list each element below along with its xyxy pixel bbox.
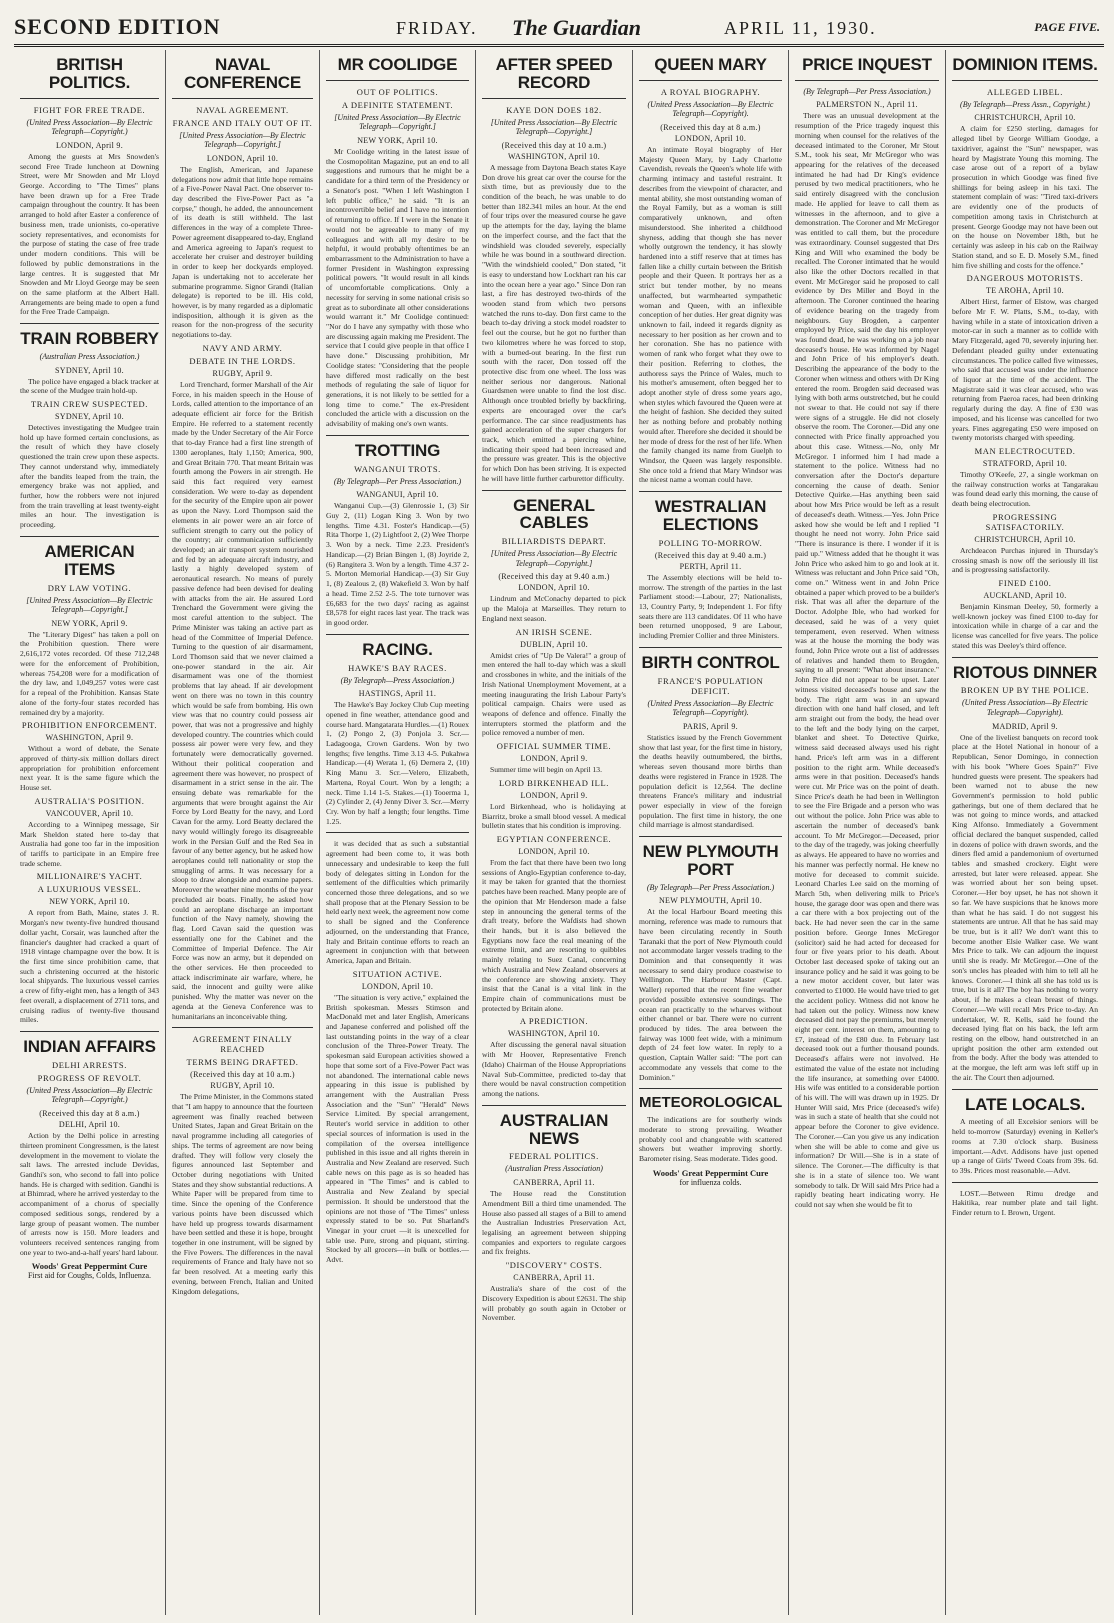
article-body: The House read the Constitution Amendment Bill a third time unamended. The House also passed all stages of a Bill to amend the Australian Industries Preservation Act, legalising an agreement between shipping companies and exporters to regulate cargoes and fix freights. <box>482 1189 626 1257</box>
subhead: LORD BIRKENHEAD ILL. <box>499 777 609 788</box>
article-body: There was an unusual development at the resumption of the Price tragedy inquest this morning when counsel for the relatives of the deceased intimated to the Coroner, Mr Stout S.M., took his seat, Mr McGregor who was appearing for the relatives of the deceased intimated he had had Dr King's evidence perused by two medical practitioners, who he said entirely disagreed with the conclusion made. He applied for leave to call them as witnesses in the afternoon, and to give a demonstration. The Coroner and Mr McGregor was entitled to call them, but the procedure was extraordinary. Counsel suggested that Drs King and Will who examined the body be recalled. The Coroner intimated that he would also like the other Doctors recalled in that event. Mr McGregor said he proposed to call evidence by Drs Miller and Boyd in the afternoon. The Coroner continued the hearing of evidence bearing on the tragedy from neighbours. Guy Brogden, a carpenter employed by Price, said the day his employer was found dead, he was working on a job near deceased's house. He was informed by Nagel and John Price of his employer's death. Describing the appearance of the body to the Coroner when witness and others with Dr King entered the room. Brogden said deceased was lying with both arms outstretched, but he could not swear to that. He could not say if there were signs of a struggle. He did not closely observe the room. The Coroner.—Did any one connected with Price finally approached you about this case. Witness.—No, only Mr McGregor. I informed him I had made a statement to the police. Witness had no conversation after the Doctor's departure concerning the cause of death. Senior Detective Quirke.—Has anything been said about how Mrs Price would be left as a result of deceased's death. Witness.—Yes. John Price asked how she would be left and I replied "I thought he need not worry. John Price said "There is insurance is there. I wonder if it is paid up." Witness added that he thought it was John Price who asked him to go and look at it. Witness was reluctant and John Price said "Oh, come on." Witness went in and John Price obtained a paper which proved to be a builder's risk. That was all after the departure of the Doctor. Adolphe Ible, who had worked for deceased, said he was of a very quiet temperament, even reserved. When witness was at the house the morning the body was found, John Price wrote out a list of addresses of relatives and handed them to Brogden, saying to all present: "What about insurance." John Price did not appear to be upset. Later witness visited deceased's house and saw the body. The right arm was in an upward direction with one hand half closed, and left arm straight out from the body, the head over to the left and the body lying on the carpet, blanket and sheet. To Detective Quirke, witness said deceased always used his right hand. Price's left arm was in a different position to the right arm. While deceased's arms were in that position. Deceased's hands were cut. Mr Price was on the point of death. Since Price's death he had been in Wellington to see the Fire Brigade and a person who was out without the police. John Price was able to ascertain the number of deceased's bank account. To Mr McGregor.—Deceased, prior to the day of the tragedy, was joking cheerfully as always. He appeared to have no worries and his manner was perfectly normal. He knew no motive for deceased to commit suicide. Leonard Charles Lee said on the morning of March 5th, when delivering milk to Price's house, the garage door was open and there was a car there with a box projecting out of the back. He had never seen the car in the same position before. George Innes McGregor (solicitor) said he had acted for deceased for four or five years prior to his death. About October last deceased spoke of taking out an insurance policy and he said it was going to be a new motor accident cover, but later was converted to £1000. He would have tried to get the accident policy. Witness did not know he had taken out the policy. Witness now knew deceased did not pay the premiums, but merely eight per cent. interest on them, amounting to £7, instead of the £80 due. In February last deceased took out a further thousand pounds. Deceased's affairs were not involved. He estimated the value of the estate not including the life insurance, at something over £4000. His wife was entitled to a considerable portion of his will. The will was drawn up in 1925. Dr Hunter Will said, Mrs Price (deceased's wife) was in such a state of health that she could not appear before the Coroner to give evidence. The Coroner.—Can you give us any indication when she will be able to come and give us information? Dr Will.—She is in a state of silence. The Coroner.—The difficulty is that she is in a state of silence too. We want somebody to talk. Dr Will said Mrs Price had a rapidly beating heart indicating worry. He could not say when she would be fit to <box>795 111 939 1209</box>
column-7 <box>946 50 1104 1615</box>
wire-credit: [United Press Association—By Electric Telegraph—Copyright.] <box>179 130 306 150</box>
dateline: PARIS, April 9. <box>683 721 738 731</box>
article-body: The Hawke's Bay Jockey Club Cup meeting opened in fine weather, attendance good and course hard. Mangatarata Hurdles.—(1) Rouex 1, (2) Pongo 2, (3) Ponjola 3. Scr.—Ladagooga, Crown Gardens. Won by two lengths; five lengths. Time 3.13 4-5. Pukahwa Handicap.—(4) Werata 1, (6) Dernera 2, (10) King Manu 3. Scr.—Velero, Elizabeth, Martena, Royal Court. Won by a length; a neck. Time 1.14 1-5. Stakes.—(1) Tooerma 1, (2) Cylinder 2, (4) Jenny Diver 3. Scr.—Merry Cry. Won by half a length; four lengths. Time 1.25. <box>326 700 469 826</box>
divider <box>952 80 1098 81</box>
article-body: Without a word of debate, the Senate approved of thirty-six million dollars direct appropriation for prohibition enforcement next year. It is the same figure which the House set. <box>20 744 159 793</box>
article-body: The Assembly elections will be held to-morrow. The strength of the parties in the last Parliament stood:—Labour, 27; Nationalists, 13, Country Party, 9; Independent 1. For fifty seats there are 113 candidates. Of 11 who have been returned unopposed, 9 are Labour, including Premier Collier and three Ministers. <box>639 572 782 641</box>
subhead: "DISCOVERY" COSTS. <box>505 1260 603 1271</box>
subhead: DRY LAW VOTING. <box>47 582 132 593</box>
subhead: ALLEGED LIBEL. <box>987 86 1063 97</box>
column-3 <box>320 50 476 1615</box>
article-body: Lord Trenchard, former Marshall of the Air Force, in his maiden speech in the House of Lords, called attention to the importance of an adequate efficient air force for the British Empire. He referred to a statement recently made by the Under Secretary of the Air Force that to-day France had a first line strength of 1300 aeroplanes, Italy 1,150; America, 900, and Great Britain 770. That meant Britain was fourth among the Powers in air strength. He said this fact required very earnest consideration. We were to-day as dependent for the security of the Empire upon air power as upon the Navy. Lord Thompson said the elements in air power were an air force of sufficient strength to carry out the policy of the country; air communication sufficiently developed; an air transport system nourished and fed by an adequate aircraft industry, and lastly a highly developed system of aeronautical research. No means of purely passive defence had been devised for dealing with attacks from the air. He assured Lord Trenchard the Government were giving the most careful attention to the subject. The Prime Minister was taking an active part as head of the Committee of Imperial Defence. Turning to the question of air disarmament, Lord Thomson said that we never claimed a one-power standard in the air. Air disarmament was one of the thorniest problems that lay ahead. If air development went on there was no town in this country which would be safe from bombing. His own view was that no country could possess air power, that was not a progressive and highly developed country. The countries which could possess air power were very few, and they fortunately were democratically governed. Without their political cooperation and agreement there was however, no prospect of disarmament in a strict sense in the air. The ensuing debate was remarkable for the arguments that were brought against the Air Force by Lord Beatty for the navy, and Lord Cavan for the army. Lord Beatty declared the navy would willingly forego its disagreeable work in the Persian Gulf and the Red Sea in favour of any better agency, but he asked how aeroplanes could tell nationality or stop the smuggling of arms. It was necessary for a sloop to draw alongside and examine papers. Moreover the weather nine months of the year precluded air boats. Finally, he asked how could an aeroplane discharge an important function of the Navy namely, showing the flag. Lord Cavan said the question was essentially one for the Cabinet and the Committee of Imperial Defence. The Air Force was now an army, but it depended on the other services. He then proceeded to attack indiscriminate air warfare, where, he said, the innocent and guilty were alike punished. Why the matter was never on the agenda at the Geneva Conference was to humanitarians an inconceivable thing. <box>172 379 313 1021</box>
dateline: LONDON, April 10. <box>674 134 747 144</box>
divider <box>326 80 469 81</box>
dateline: LONDON, April 10. <box>361 981 434 991</box>
wire-credit: (United Press Association—By Electric Telegraph—Copyright). <box>647 698 774 718</box>
dateline: WANGANUI, April 10. <box>356 490 439 500</box>
received-line: (Received this day at 10 a.m.) <box>501 140 607 150</box>
received-line: (Received this day at 8 a.m.) <box>660 123 761 133</box>
dateline: TE AROHA, April 10. <box>986 286 1064 296</box>
article-body: A message from Daytona Beach states Kaye Don drove his great car over the course for the sixth time, but as previously due to the condition of the beach, he was unable to do better than 182.341 miles an hour. At the end of four trips over the measured course he gave up the attempts for the day, laying the blame on the imperfect course, and the fact that the windshield was clouded severely, especially while he was bound in a southward direction. "With the windshield cooled," Don stated, "it is easy to understand how Lockhart ran his car into the ocean here a year ago." Since Don ran last, a fire has destroyed two-thirds of the wooden stand from which two persons watched the runs to-day. Don first came to the beach to-day driving a stock model roadster to feel out the course, but he got no further than two kilometres where he was forced to stop, with a burned-out bearing. In the first run south with the racer, Don tossed off the protective disc from one wheel. The loss was neither serious nor dangerous. National Guardsmen were unable to find the lost disc. Although once troubled briefly by backfiring, experts are encouraged over the car's performance. The car since readjustments has gained acceleration of the super chargers for track, which emitted a piercing whine, indicating their speed had been increased and the pressure was greater. This is the objective for which Don has been striving. It is expected he will have little further carburettor difficulty. <box>482 162 626 483</box>
dateline: WASHINGTON, April 9. <box>45 733 134 743</box>
dateline: PALMERSTON N., April 11. <box>816 100 918 110</box>
subhead: TERMS BEING DRAFTED. <box>186 1057 299 1068</box>
subhead: BILLIARDISTS DEPART. <box>501 536 607 547</box>
wire-credit: [United Press Association—By Electric Telegraph—Copyright.] <box>490 117 618 137</box>
headline-racing: RACING. <box>362 639 433 659</box>
wire-credit: (Australian Press Association) <box>505 1164 603 1174</box>
subhead: FIGHT FOR FREE TRADE. <box>33 104 146 115</box>
wire-credit: (By Telegraph—Press Association.) <box>340 675 455 685</box>
subhead: DEBATE IN THE LORDS. <box>189 355 296 366</box>
dateline: LONDON, April 10. <box>518 846 590 856</box>
wire-credit: (United Press Association—By Electric Telegraph—Copyright.) <box>26 117 153 137</box>
dateline: HASTINGS, April 11. <box>358 689 437 699</box>
article-body: Australia's share of the cost of the Discovery Expedition is about £2631. The ship will probably go south again in October or November. <box>482 1284 626 1323</box>
dateline: AUCKLAND, April 10. <box>983 591 1067 601</box>
subhead: FRANCE AND ITALY OUT OF IT. <box>172 117 313 128</box>
article-body: Detectives investigating the Mudgee train hold up have formed certain conclusions, as the result of which they have closely questioned the train crew upon these aspects. They cannot understand why, immediately after the bandits leaped from the train, the emergency brake was not applied, and further, how the robbers were not injured from the train travelling at least twenty-eight miles an hour. The investigation is proceeding. <box>20 422 159 530</box>
dateline: LONDON, April 9. <box>520 754 588 764</box>
subhead: SITUATION ACTIVE. <box>352 968 443 979</box>
wire-credit: [United Press Association—By Electric Telegraph—Copyright.] <box>26 595 153 615</box>
headline-meteorological: METEOROLOGICAL <box>639 1094 783 1112</box>
divider <box>20 1031 159 1032</box>
headline-new-plymouth-port: NEW PLYMOUTH PORT <box>642 842 779 879</box>
subhead: TRAIN CREW SUSPECTED. <box>30 398 149 409</box>
dateline: PERTH, April 11. <box>679 561 742 571</box>
headline-general-cables: GENERAL CABLES <box>513 495 595 533</box>
subhead: A ROYAL BIOGRAPHY. <box>660 86 761 97</box>
divider <box>795 80 939 81</box>
article-body: At the local Harbour Board meeting this morning, reference was made to rumours that have been circulating recently in South Taranaki that the port of New Plymouth could not accommodate larger vessels trading to the Dominion and that consequently it was necessary to send dairy produce coastwise to Wellington. The Harbour Master (Capt. Waller) reported that the recent fine weather provided possible extensive soundings. The ocean ran practically to the wharves without either channel or bar. There were no current produced by tides. The area between the fairway was 1000 feet wide, with a minimum depth of 24 feet low water. In reply to a question, Captain Waller said: "The port can accommodate any vessels that come to the Dominion." <box>639 907 782 1082</box>
subhead: PROGRESSING SATISFACTORILY. <box>985 511 1065 532</box>
article-body: The "Literary Digest" has taken a poll on the Prohibition question. There were 2,616,172 votes recorded. Of these 712,248 were for the enforcement of Prohibition, whereas 754,208 were for a modification of the dry law, and 1,049,257 votes were cast for a repeal of the Prohibition. Kansas State alone of the forty-four states recorded has remained dry by a majority. <box>20 629 159 717</box>
subhead: POLLING TO-MORROW. <box>658 537 763 548</box>
subhead: A LUXURIOUS VESSEL. <box>37 884 142 895</box>
subhead: FINED £100. <box>998 578 1052 589</box>
article-body: Benjamin Kinsman Deeley, 50, formerly a well-known jockey was fined £100 to-day for intoxication while in charge of a car and the license was cancelled for five years. The police stated this was Deeley's third offence. <box>952 602 1098 650</box>
dateline: RUGBY, April 10. <box>210 1081 275 1091</box>
dateline: NEW YORK, April 10. <box>49 897 130 907</box>
dateline: CHRISTCHURCH, April 10. <box>974 534 1076 544</box>
divider <box>952 1089 1098 1090</box>
column-1 <box>14 50 166 1615</box>
wire-credit: (United Press Association—By Electric Telegraph—Copyright). <box>647 99 774 119</box>
article-body: After discussing the general naval situation with Mr Hoover, Representative French (Idaho) Chairman of the House Appropriations Naval Sub-Committee, predicted to-day that there would be naval construction competition among the nations. <box>482 1040 626 1099</box>
column-5 <box>633 50 789 1615</box>
advertisement: Woods' Great Peppermint Cure <box>652 1167 769 1178</box>
wire-credit: (United Press Association—By Electric Telegraph—Copyright.) <box>26 1085 153 1105</box>
article-body: Archdeacon Purchas injured in Thursday's crossing smash is now off the seriously ill list and is progressing satisfactorily. <box>952 545 1098 575</box>
dateline: CANBERRA, April 11. <box>513 1178 595 1188</box>
subhead: OUT OF POLITICS. <box>356 86 439 97</box>
article-body: "The situation is very active," explained the British spokesman. Messrs Stimson and MacDonald met and later English, Americans and Japanese conferred and polished off the last outstanding points in the way of a clear conclusion of the Three-Power Treaty. The spokesman said European activities showed a hope that some sort of a Five-Power Pact was not abandoned. The international cable news appearing in this issue is published by arrangement with the Australian Press Association and the "Sun" "Herald" News Service Limited. By special arrangement, Reuter's world service in addition to other special sources of information is used in the compilation of the oversea intelligence published in this issue and all rights therein in Australia and New Zealand are reserved. Such cable news on this page as is so headed has appeared in "The Times" and is cabled to Australia and New Zealand by special permission. It should be understood that the opinions are not those of "The Times" unless expressly stated to be so. Put Sharland's Vinegar in your cruet —it is unexcelled for table use. Pure, strong and piquant, stirring. Stocked by all grocers—in bulk or bottles.—Advt. <box>326 992 469 1265</box>
subhead: DELHI ARRESTS. <box>52 1059 127 1070</box>
subhead: DANGEROUS MOTORISTS. <box>966 273 1084 284</box>
headline-riotous-dinner: RIOTOUS DINNER <box>952 662 1098 682</box>
article-body: An intimate Royal biography of Her Majesty Queen Mary, by Lady Charlotte Cavendish, reveals the Queen's whole life with charming intimacy and tasteful restraint. It describes from the viewpoint of character, and mental ability, she most outstanding woman of the Royal Family, but as a woman is still comparatively unknown, and often misunderstood. She inherited a childhood shyness, adding that though she has never wholly outgrown the tendency, it has slowly hardened into a stiff reserve that at times has fallen like a chilly curtain between the British people and their Queen. It portrays her as a strict but tender mother, by no means unaffected, but warmhearted sympathetic woman and Queen, with an inflexible conception of her duties. Her great dignity was unknown to fail, indeed it regards dignity as necessary to her position as her crown and to her coronation. She has no patience with women of rank who forget what they owe to their position. Referring to clothes, the authoress says the Prince of Wales, much to his mother's amusement, often begged her to adopt another style of dress some years ago, when styles which favoured the Queen were at the height of fashion. She decided they suited her as nothing before and probably nothing would after. Therefore she decided it should be her mode of dress for the rest of her life. When the family changed its name from Guelph to Windsor, the Queen was largely responsible. She once told a friend that Mary Windsor was the nicest name a woman could have. <box>639 145 782 485</box>
article-body: Mr Coolidge writing in the latest issue of the Cosmopolitan Magazine, put an end to all suggestions and rumours that he might be a candidate for a third term of the Presidency or a Senator's post. "When I left Washington I left public office," he said. "It is an incontrovertible belief and I have no intention of returning to office. If I were in the Senate it would not be agreeable to many of my colleagues and with all my desire to be helpful, it would probably oftentimes be an embarrassment to the Administration to have a former President in Washington expressing political powers. "It would result in all kinds of uncomfortable complications. Only a necessity for serving in some national crisis so great as to subordinate all other considerations would warrant it." Mr Coolidge continued: "Nor do I have any sympathy with those who are discussing again making me President. The service that I could give people in that office I have done." Discussing prohibition, Mr Coolidge states: "Considering that the people have differed most radically on the best methods of regulating the sale of liquor for generations, it is not likely to be settled for a long time to come." The ex-President concluded the article with a discussion on the advisability of making one's own wants. <box>326 147 469 429</box>
divider <box>952 657 1098 658</box>
wire-credit: (United Press Association—By Electric Telegraph—Copyright). <box>962 698 1088 718</box>
column-4 <box>476 50 633 1615</box>
article-body: Action by the Delhi police in arresting thirteen prominent Congressmen, is the latest development in the movement to violate the salt laws. The arrested include Devidas, Gandhi's son, who second to fall into police hands. He is charged with sedition. Gandhi is at Bhimrad, where he arrived yesterday to the accompaniment of a chorus of specially composed seditious songs, rendered by a large group of peasant women. The number of arrests now is 150. More leaders and volunteers received sentences ranging from one year to two-and-a-half years' hard labour. <box>20 1131 159 1257</box>
wire-credit: (Australian Press Association.) <box>39 351 140 361</box>
wire-credit: (By Telegraph—Per Press Association.) <box>333 476 462 486</box>
dateline: WASHINGTON, April 10. <box>508 1029 600 1039</box>
subhead: KAYE DON DOES 182. <box>506 104 602 115</box>
dateline: SYDNEY, April 10. <box>55 365 124 375</box>
received-line: (Received this day at 10 a.m.) <box>190 1070 295 1080</box>
dateline: SYDNEY, April 10. <box>55 411 124 421</box>
divider <box>482 1105 626 1106</box>
masthead <box>14 10 1104 47</box>
article-body: Timothy O'Keefe, 27, a single workman on the railway construction works at Tangarakau was found dead early this morning, the cause of death being electrocution. <box>952 470 1098 509</box>
advertisement-tagline: First aid for Coughs, Colds, Influenza. <box>27 1271 152 1281</box>
column-grid <box>14 50 1104 1615</box>
dateline: NEW YORK, April 9. <box>51 618 128 628</box>
dateline: NEW PLYMOUTH, April 10. <box>658 896 763 906</box>
subhead: WANGANUI TROTS. <box>354 463 441 474</box>
subhead: NAVAL AGREEMENT. <box>196 104 289 115</box>
headline-westralian-elections: WESTRALIAN ELECTIONS <box>654 497 767 535</box>
dateline: NEW YORK, April 10. <box>357 136 438 146</box>
wire-credit: (By Telegraph—Press Assn., Copyright.) <box>960 99 1090 109</box>
subhead: MAN ELECTROCUTED. <box>974 446 1076 456</box>
headline-birth-control: BIRTH CONTROL <box>641 652 780 672</box>
article-body: Amidst cries of "Up De Valera!" a group of men entered the hall to-day which was a skull and crossbones in white, and the initials of the Irish National Unemployment Movement, at a meeting inaugurating the Irish Labour Party's political campaign. Chairs were used as weapons of defence and offence. Finally the interrupters stormed the platform and the police removed a number of men. <box>482 650 626 738</box>
subhead: AGREEMENT FINALLY REACHED <box>192 1034 293 1055</box>
article-body: it was decided that as such a substantial agreement had been come to, it was both unnecessary and undesirable to keep the full body of delegates sitting in London for the settlement of the difficulties which primarily concerned those three delegations, and so we shall propose that at the Plenary Session to be held early next week, the agreement now come to shall be signed and the Conference adjourned, on the understanding that France, Italy and Britain continue efforts to reach an agreement in conjunction with that between America, Japan and Britain. <box>326 839 469 966</box>
wire-credit: [United Press Association—By Electric Telegraph—Copyright.] <box>490 549 618 568</box>
subhead: NAVY AND ARMY. <box>202 342 283 353</box>
dateline: RUGBY, April 9. <box>212 368 273 378</box>
wire-credit: (By Telegraph—Per Press Association.) <box>803 86 931 96</box>
headline-train-robbery: TRAIN ROBBERY <box>20 329 159 349</box>
dateline: STRATFORD, April 10. <box>982 459 1068 468</box>
article-body: Summer time will begin on April 13. <box>490 765 603 775</box>
wire-credit: [United Press Association—By Electric Telegraph—Copyright.] <box>334 112 461 132</box>
divider <box>482 98 626 99</box>
divider <box>172 98 313 99</box>
divider <box>20 98 159 99</box>
article-body: Lindrum and McConachy departed to pick up the Maloja at Marseilles. They return to England next season. <box>482 594 626 623</box>
article-body: From the fact that there have been two long sessions of Anglo-Egyptian conference to-day, it may be taken for granted that the thorniest patches have been reached. Many people are of the opinion that Mr Henderson made a false step in announcing the general terms of the draft treaty, before the Wafdists had shown their hands, but it is also believed the Egyptians now face the real meaning of the extreme limit, and are resorting to quibbles mainly relating to Suez Canal, concerning which Australia and New Zealand observers at the conference are showing anxiety. They insist that the Canal is a vital link in the Empire chain of communications must be protected by Britain alone. <box>482 857 626 1013</box>
dateline: WASHINGTON, April 10. <box>508 151 600 161</box>
dateline: LONDON, April 9. <box>520 790 588 800</box>
headline-american-items: AMERICAN ITEMS <box>44 541 135 579</box>
headline-indian-affairs: INDIAN AFFAIRS <box>23 1037 156 1057</box>
article-body: Lord Birkenhead, who is holidaying at Biarritz, broke a small blood vessel. A medical bulletin states that his condition is improving. <box>482 801 626 831</box>
headline-trotting: TROTTING <box>354 440 441 460</box>
subhead: BROKEN UP BY THE POLICE. <box>960 685 1090 696</box>
divider <box>639 491 782 492</box>
dateline: DUBLIN, April 10. <box>520 639 588 649</box>
subhead: EGYPTIAN CONFERENCE. <box>496 833 612 844</box>
dateline: LONDON, April 10. <box>206 153 279 163</box>
subhead: A DEFINITE STATEMENT. <box>341 99 454 110</box>
article-body: The Prime Minister, in the Commons stated that "I am happy to announce that the fourteen agreement was finally reached between United States, Japan and Great Britain on the naval programme including all categories of ships. The terms of agreement are now being drafted. They will follow very closely the figures announced last September and October during negotiations with United States and they show substantial reductions. A White Paper will be prepared from time to time. Since the opening of the Conference various points have been discussed which have held up progress towards disarmament have been settled and these it is hope, brought together in one instrument, will be signed by the Five Powers. The differences in the naval requirements of France and Italy have not so far been resolved. At a meeting early this evening, between French, Italian and United Kingdom delegations, <box>172 1092 314 1296</box>
newspaper-logo: The Guardian <box>512 15 641 40</box>
subhead: PROGRESS OF REVOLT. <box>37 1072 142 1083</box>
article-body: One of the liveliest banquets on record took place at the Hotel National in honour of a Republican, Senor Domingo, in connection with his book "Where Goes Spain?" Five hundred guests were present. The speakers had been warned not to abuse the new Government's permission to hold public gatherings, but one of them declared that he was not going to mince words, and attacked King Alfonso. Immediately a Government official declared the banquet suspended, called in dozens of police with drawn swords, and the diners fled amid a pandemonium of overturned tables and smashed crockery. Eight were arrested, but later were released. appear. She was worried about her son being upset. Coroner.—Her boy upset, he has not shown it so far. We have suspicions that he knows more than what he has said. I do not suggest his statements are untrue. All that he has said may be true, but is it all? We don't want this to become another Elsie Walker case. We want Mrs Price to talk. We can adjourn the inquest until she is ready. Mr McGregor.—One of the son's uncles has pleaded with him to tell all he knows. Coroner.—I think all she has told us is true, but is it all? The boy has nothing to worry about, if he makes a clean breast of things. Coroner.—We will recall Mrs Price to-day. An undertaker, W. R. Kells, said he found the deceased lying flat on his back, the left arm resting on the elbow, hand outstretched in an upright position the other arm extended out from the body. After the body was attended to at the morgue, the left arm was left stiff up in the air. The Court then adjourned. <box>952 732 1098 1082</box>
headline-queen-mary: QUEEN MARY <box>654 55 767 74</box>
divider <box>20 536 159 537</box>
dateline: VANCOUVER, April 10. <box>45 808 134 818</box>
day-label: FRIDAY. <box>396 18 478 38</box>
subhead: MILLIONAIRE'S YACHT. <box>36 871 143 882</box>
subhead: AUSTRALIA'S POSITION. <box>34 795 145 806</box>
classified-notice: LOST.—Between Rimu dredge and Hakitika, rear number plate and tail light. Finder return to I. Brown, Urgent. <box>952 1188 1098 1218</box>
divider <box>639 1088 782 1089</box>
wire-credit: (By Telegraph—Per Press Association.) <box>646 882 775 892</box>
article-body: The indications are for southerly winds moderate to strong prevailing. Weather probably cool and changeable with scattered showers but weather improving shortly. Barometer rising. Seas moderate. Tides good. <box>639 1115 782 1163</box>
divider <box>639 836 782 837</box>
dateline: LONDON, April 9. <box>55 140 124 150</box>
article-body: The English, American, and Japanese delegations now admit that little hope remains of a Five-Power Naval Pact. One observer to-day described the Five-Power Pact as "a corpse," though, he added, the announcement of its death is still withheld. The last differences in the way of a complete Three-Power agreement disappeared to-day, England and America agreeing to Japan's request to accelerate her cruiser and destroyer building in order to keep her dockyards employed. Japan is undertaking not to accelerate her submarine programme. Signor Grandi (Italian delegate) is reported to be ill. His cold, however, is by many regarded as a diplomatic indisposition, although it is given as the reason for the non-progress of the security negotiations to-day. <box>172 164 313 340</box>
dateline: DELHI, April 10. <box>58 1120 121 1130</box>
subhead: A PREDICTION. <box>519 1016 589 1027</box>
article-body: Wanganui Cup.—(3) Glenrossie 1, (3) Sir Guy 2, (11) Logan King 3. Won by two lengths. Time 4.31. Foster's Handicap.—(5) Rita Thorpe 1, (2) Lightfoot 2, (2) Wee Thorpe 3. Won by a neck. Time 2.23. President's Handicap.—(2) Brian Bingen 1, (8) Joyride 2, (6) Rangitera 3. Won by a length. Time 4.37 2-5. Morton Memorial Handicap.—(3) Sir Guy 1, (8) Zealous 2, (8) Wakefield 3. Won by half a head. Time 2.52 2-5. The tote turnover was £6,683 for the two days' racing as against £8,578 for eight races last year. The track was in good order. <box>326 501 469 627</box>
headline-late-locals: LATE LOCALS. <box>964 1094 1086 1114</box>
received-line: (Received this day at 8 a.m.) <box>39 1109 140 1119</box>
subhead: AN IRISH SCENE. <box>515 626 593 637</box>
column-2 <box>166 50 320 1615</box>
column-6 <box>789 50 946 1615</box>
received-line: (Received this day at 9.40 a.m.) <box>498 572 610 582</box>
divider <box>20 323 159 324</box>
subhead: HAWKE'S BAY RACES. <box>348 662 447 673</box>
headline-dominion-items: DOMINION ITEMS. <box>952 55 1098 74</box>
dateline: CHRISTCHURCH, April 10. <box>974 113 1076 123</box>
article-body: A meeting of all Excelsior seniors will be held to-morrow (Saturday) evening in Keller's rooms at 7.30 o'clock sharp. Business important.—Advt. Addisons have just opened up a range of Girls' Tweed Coats from 39s. 6d. to 39s. Prices most reasonable.—Advt. <box>952 1117 1098 1175</box>
divider <box>952 1182 1098 1183</box>
headline-price-inquest: PRICE INQUEST <box>802 55 932 74</box>
divider <box>326 832 469 833</box>
article-body: Albert Hirst, farmer of Elstow, was charged before Mr F. W. Platts, S.M., to-day, with having while in a state of intoxication driven a motor-car in such a manner as to collide with Mary Fitzgerald, aged 70, severely injuring her. Defendant pleaded guilty under extenuating circumstances. The police called five witnesses, who said that accused was under the influence of liquor at the time of the accident. The Magistrate said it was clear accused, who was returning from Paeroa races, had been drinking regularly during the day. A fine of £30 was imposed, and his license was cancelled for two years. Fines aggregating £50 were imposed on twenty motorists charged with speeding. <box>952 297 1098 443</box>
issue-date: APRIL 11, 1930. <box>724 18 877 38</box>
divider <box>639 80 782 81</box>
subhead: FRANCE'S POPULATION DEFICIT. <box>657 675 764 696</box>
page-number: PAGE FIVE. <box>1034 20 1100 34</box>
article-body: Statistics issued by the French Government show that last year, for the first time in history, the deaths heavily outnumbered, the births, whereas seven thousand more births than deaths were registered in France in 1928. The population deficit is 12,564. The decline threatens France's military and industrial power especially in view of the foreign population. The first time in history, the one child marriage is almost standardised. <box>639 732 782 830</box>
divider <box>172 1027 313 1028</box>
headline-british-politics: BRITISH POLITICS. <box>48 55 131 92</box>
article-body: A report from Bath, Maine, states J. R. Morgan's new twenty-five hundred thousand dollar yacht, Corsair, was launched after the financier's daughter had cracked a quart of 1918 vintage champagne over the bow. It is the first time since prohibition came, that such a christening occurred at the historic local shipyards. The luxurious vessel carries a crew of fifty-eight men, has a length of 343 feet overall, a displacement of 2711 tons, and cruising radius of twenty-five thousand miles. <box>20 908 159 1025</box>
headline-australian-news: AUSTRALIAN NEWS <box>499 1110 609 1148</box>
article-body: Among the guests at Mrs Snowden's second Free Trade luncheon at Downing Street, were Mr Snowden and Mr Lloyd George. According to "The Times" plans have been drawn up for a Free Trade campaign throughout the country. It has been arranged to hold after Easter a conference of business men, trade unionists, co-operative society representatives, and economists for the purpose of stating the case of free trade under modern conditions. This will be followed by public demonstrations in the large centres. It is suggested that Mr Snowden and Mr Lloyd George may be seen on the same platform at the Albert Hall. Arrangements are being made to open a fund for the Free Trade Campaign. <box>20 151 159 317</box>
divider <box>639 647 782 648</box>
dateline: CANBERRA, April 11. <box>513 1273 595 1283</box>
divider <box>482 490 626 491</box>
article-body: According to a Winnipeg message, Sir Mark Sheldon stated here to-day that Australia had gone too far in the imposition of tariffs to participate in an Empire free trade scheme. <box>20 819 159 868</box>
headline-naval-conference: NAVAL CONFERENCE <box>183 55 301 92</box>
edition-label: SECOND EDITION <box>14 14 221 39</box>
advertisement: Woods' Great Peppermint Cure <box>31 1261 148 1272</box>
dateline: LONDON, April 10. <box>518 583 590 593</box>
subhead: PROHIBITION ENFORCEMENT. <box>21 720 158 731</box>
subhead: OFFICIAL SUMMER TIME. <box>496 741 612 752</box>
dateline: MADRID, April 9. <box>992 721 1058 731</box>
headline-after-speed-record: AFTER SPEED RECORD <box>495 55 613 92</box>
divider <box>326 435 469 436</box>
article-body: A claim for £250 sterling, damages for alleged libel by George William Goodge, a taxidriver, against the "Sun" newspaper, was heard by Magistrate Young this morning. The case arose out of a report of a bylaw prosecution in which Goodge was fined five shillings for being asleep in his taxi. The statement complain of was: "Tired taxi-drivers are evidently one of the products of competition among taxis in Christchurch at present. George Goodge may not have been out on the house on November 18th, but he certainly was asleep in his cab on the Railway Station stand, and so E. D. Mosely S.M., fined him five shilling and costs for the offence." <box>952 124 1098 270</box>
article-body: The police have engaged a black tracker at the scene of the Mudgee train hold-up. <box>20 376 159 396</box>
advertisement-tagline: for influenza colds. <box>679 1177 742 1187</box>
divider <box>326 634 469 635</box>
headline-mr-coolidge: MR COOLIDGE <box>337 55 458 74</box>
received-line: (Received this day at 9.40 a.m.) <box>654 550 767 560</box>
subhead: FEDERAL POLITICS. <box>509 1151 599 1162</box>
